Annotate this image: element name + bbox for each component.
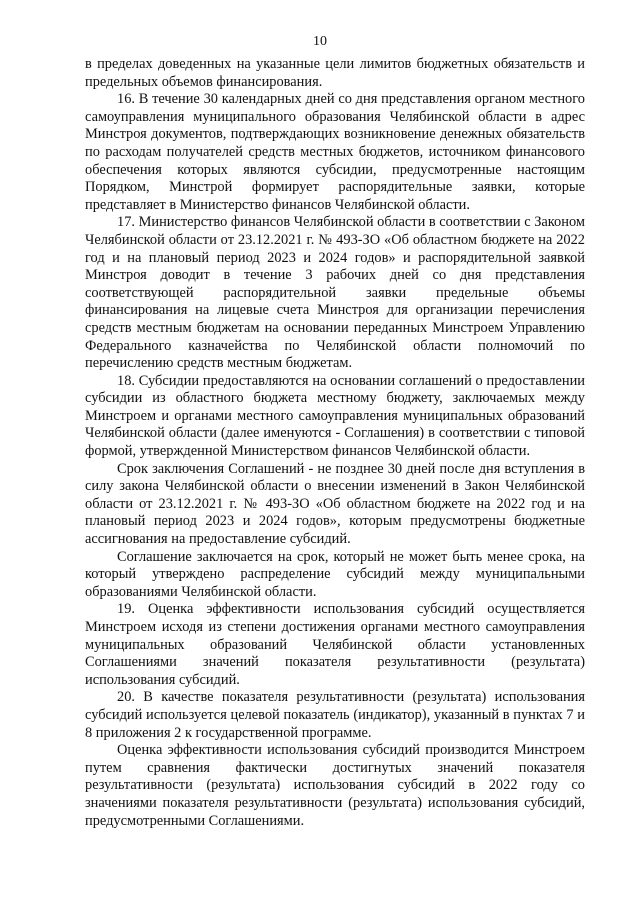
- page-number: 10: [313, 34, 327, 49]
- paragraph-agreement-deadline: Срок заключения Соглашений - не позднее 30 дней после дня вступления в силу закона Челябинской области о внесении изменений в Закон Челябинской области от 23.12.2021 г. № 493-ЗО «Об областном бюджете на 2022 год и на плановый период 2023 и 2024 годов», которым предусмотрены бюджетные ассигнования на предоставление субсидий.: [85, 460, 585, 548]
- paragraph-19: 19. Оценка эффективности использования субсидий осуществляется Минстроем исходя из степени достижения органами местного самоуправления муниципальных образований Челябинской области установленных Соглашениями значений показателя результативности (результата) использования субсидий.: [85, 601, 585, 688]
- document-body: [85, 56, 585, 830]
- paragraph-16: 16. В течение 30 календарных дней со дня представления органом местного самоуправления муниципального образования Челябинской области в адрес Минстроя документов, подтверждающих возникновение денежных обязательств по расходам получателей средств местных бюджетов, источником финансового обеспечения которых являются субсидии, предусмотренные настоящим Порядком, Минстрой формирует распорядительные заявки, которые представляет в Министерство финансов Челябинской области.: [85, 91, 585, 213]
- paragraph-continuation: в пределах доведенных на указанные цели лимитов бюджетных обязательств и предельных объемов финансирования.: [85, 56, 585, 90]
- paragraph-efficiency-assessment: Оценка эффективности использования субсидий производится Минстроем путем сравнения фактически достигнутых значений показателя результативности (результата) использования субсидий в 2022 году со значениями показателя результативности (результата) использования субсидий, предусмотренными Соглашениями.: [85, 742, 585, 829]
- paragraph-20: 20. В качестве показателя результативности (результата) использования субсидий используется целевой показатель (индикатор), указанный в пунктах 7 и 8 приложения 2 к государственной программе.: [85, 689, 585, 741]
- paragraph-18: 18. Субсидии предоставляются на основании соглашений о предоставлении субсидии из областного бюджета местному бюджету, заключаемых между Минстроем и органами местного самоуправления муниципальных образований Челябинской области (далее именуются - Соглашения) в соответствии с типовой формой, утвержденной Министерством финансов Челябинской области.: [85, 372, 585, 460]
- paragraph-17: 17. Министерство финансов Челябинской области в соответствии с Законом Челябинской области от 23.12.2021 г. № 493-ЗО «Об областном бюджете на 2022 год и на плановый период 2023 и 2024 годов» и распорядительной заявкой Минстроя доводит в течение 3 рабочих дней со дня представления соответствующей распорядительной заявки предельные объемы финансирования на лицевые счета Минстроя для организации перечисления средств местным бюджетам на основании переданных Минстроем Управлению Федерального казначейства по Челябинской области полномочий по перечислению средств местным бюджетам.: [85, 214, 585, 372]
- paragraph-agreement-term: Соглашение заключается на срок, который не может быть менее срока, на который утверждено распределение субсидий между муниципальными образованиями Челябинской области.: [85, 548, 585, 600]
